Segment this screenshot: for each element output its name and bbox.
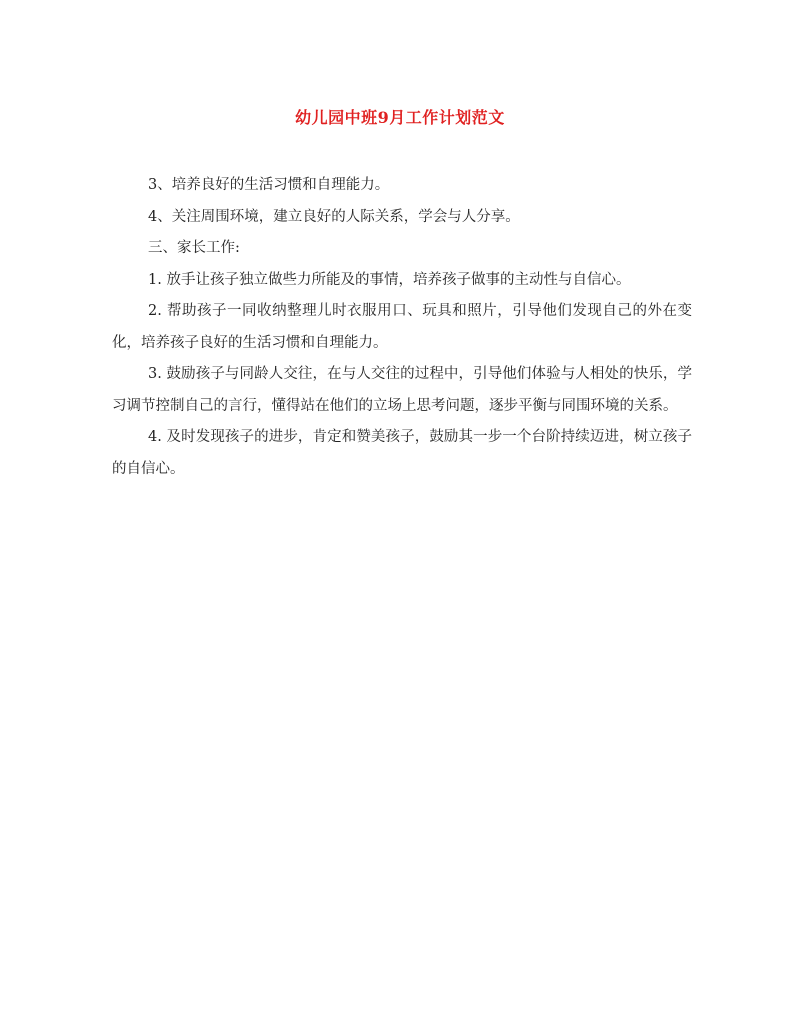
paragraph-habits: 3、培养良好的生活习惯和自理能力。 bbox=[148, 177, 390, 193]
paragraph-item-2: 2. 帮助孩子一同收纳整理儿时衣服用口、玩具和照片，引导他们发现自己的外在变化，培养孩子良好的生活习惯和自理能力。 bbox=[112, 303, 692, 351]
paragraph-item-4: 4. 及时发现孩子的进步，肯定和赞美孩子，鼓励其一步一个台阶持续迈进，树立孩子的自信心。 bbox=[112, 429, 692, 477]
section-heading-parent-work: 三、家长工作: bbox=[148, 240, 240, 256]
paragraph-environment: 4、关注周围环境，建立良好的人际关系，学会与人分享。 bbox=[148, 208, 520, 225]
document-title: 幼儿园中班9月工作计划范文 bbox=[295, 108, 505, 127]
paragraph-item-3: 3. 鼓励孩子与同龄人交往，在与人交往的过程中，引导他们体验与人相处的快乐，学习调节控制自己的言行，懂得站在他们的立场上思考问题，逐步平衡与同围环境的关系。 bbox=[112, 366, 692, 414]
paragraph-item-1: 1. 放手让孩子独立做些力所能及的事情，培养孩子做事的主动性与自信心。 bbox=[148, 271, 631, 288]
document-body bbox=[112, 170, 692, 485]
